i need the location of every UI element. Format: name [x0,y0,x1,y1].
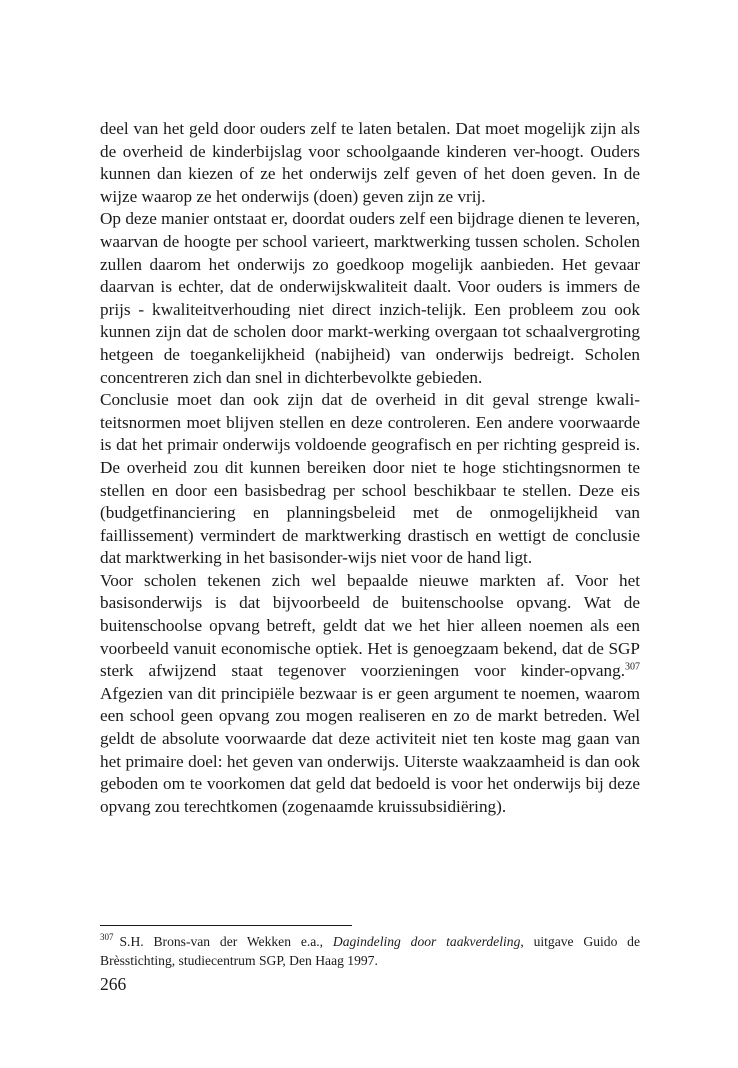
paragraph-4-text-before-note: Voor scholen tekenen zich wel bepaalde nieuwe markten af. Voor het basisonderwijs is dat bijvoorbeeld de buitenschoolse opvang. Wat de buitenschoolse opvang betreft, geldt dat we het hier alleen noemen als een voorbeeld vanuit economische optiek. Het is genoegzaam bekend, dat de SGP sterk afwijzend staat tegenover voorzieningen voor kinder-opvang. [100,570,640,681]
paragraph-1: deel van het geld door ouders zelf te laten betalen. Dat moet mogelijk zijn als de overheid de kinderbijslag voor schoolgaande kinderen ver-hoogt. Ouders kunnen dan kiezen of ze het onderwijs zelf geven of het doen geven. In de wijze waarop ze het onderwijs (doen) geven zijn ze vrij. [100,119,640,206]
page-body [100,118,640,818]
paragraph-4-text-after-note: Afgezien van dit principiële bezwaar is er geen argument te noemen, waarom een school geen opvang zou mogen realiseren en zo de markt betreden. Wel geldt de absolute voorwaarde dat deze activiteit niet ten koste mag gaan van het primaire doel: het geven van onderwijs. Uiterste waakzaamheid is dan ook geboden om te voorkomen dat geld dat bedoeld is voor het onderwijs bij deze opvang zou terechtkomen (zogenaamde kruissubsidiëring). [100,683,640,816]
footnote-publication: , uitgave Guido de Brèsstichting, studiecentrum SGP, Den Haag 1997. [100,934,640,968]
footnote-number: 307 [100,932,114,943]
paragraph-4 [100,570,640,819]
footnote-reference: 307 [625,661,640,673]
paragraph-3: Conclusie moet dan ook zijn dat de overheid in dit geval strenge kwali-teitsnormen moet blijven stellen en deze controleren. Een andere voorwaarde is dat het primair onderwijs voldoende geografisch en per richting gespreid is. De overheid zou dit kunnen bereiken door niet te hoge stichtingsnormen te stellen en door een basisbedrag per school beschikbaar te stellen. Deze eis (budgetfinanciering en planningsbeleid met de onmogelijkheid van faillissement) vermindert de marktwerking drastisch en wettigt de conclusie dat marktwerking in het basisonder-wijs niet voor de hand ligt. [100,390,640,568]
paragraph-2: Op deze manier ontstaat er, doordat ouders zelf een bijdrage dienen te leveren, waarvan de hoogte per school varieert, marktwerking tussen scholen. Scholen zullen daarom het onderwijs zo goedkoop mogelijk aanbieden. Het gevaar daarvan is echter, dat de onderwijskwaliteit daalt. Voor ouders is immers de prijs - kwaliteitverhouding niet direct inzich-telijk. Een probleem zou ook kunnen zijn dat de scholen door markt-werking overgaan tot schaalvergroting hetgeen de toegankelijkheid (nabijheid) van onderwijs bedreigt. Scholen concentreren zich dan snel in dichterbevolkte gebieden. [100,209,640,387]
page-number: 266 [100,974,127,994]
footnote-title: Dagindeling door taakverdeling [332,934,521,949]
footnote [100,933,640,970]
footnote-authors: S.H. Brons-van der Wekken e.a., [119,934,333,949]
footnote-separator [100,925,352,926]
